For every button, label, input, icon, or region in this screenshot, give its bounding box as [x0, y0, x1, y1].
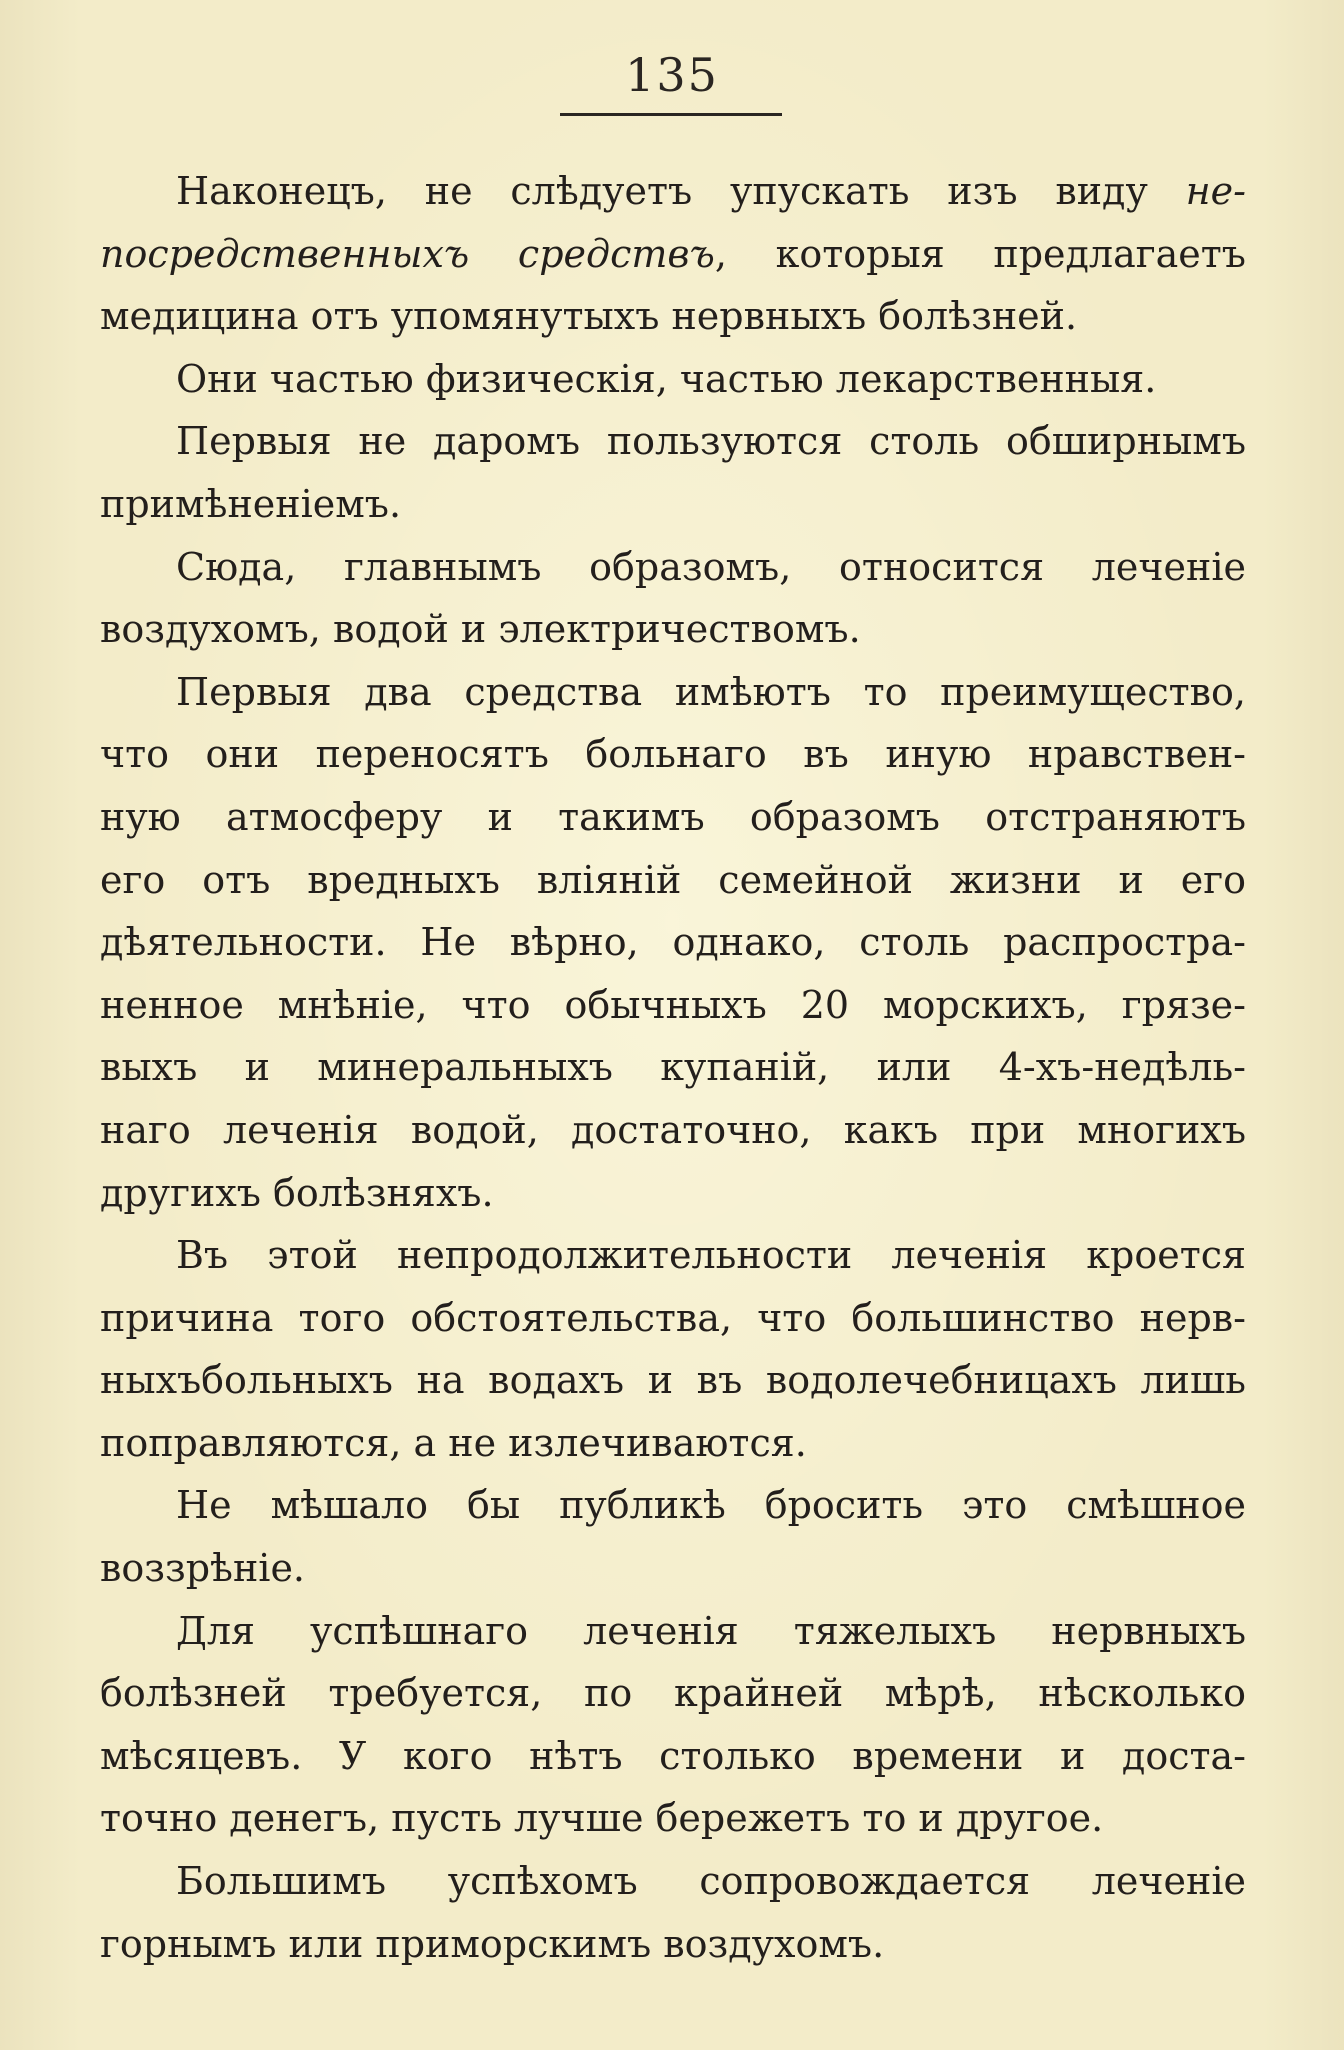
text-line: [100, 1099, 1246, 1162]
text-line: [100, 536, 1246, 599]
text-segment: что они переносятъ больнаго въ иную нравствен-: [100, 732, 1246, 777]
page-number: 135: [625, 48, 719, 102]
text-line: [100, 1662, 1246, 1725]
text-segment: Сюда, главнымъ образомъ, относится леченіе: [176, 544, 1246, 589]
text-segment: медицина отъ упомянутыхъ нервныхъ болѣзней.: [100, 294, 1078, 339]
text-segment: примѣненіемъ.: [100, 481, 402, 526]
text-line: [100, 1412, 1246, 1475]
text-line: [100, 1287, 1246, 1350]
text-segment: болѣзней требуется, по крайней мѣрѣ, нѣсколько: [100, 1671, 1246, 1716]
text-segment: другихъ болѣзняхъ.: [100, 1170, 494, 1215]
text-line: [100, 974, 1246, 1037]
text-segment: воззрѣніе.: [100, 1546, 306, 1591]
text-line: [100, 598, 1246, 661]
text-line: [100, 348, 1246, 411]
text-segment: его отъ вредныхъ вліяній семейной жизни и его: [100, 857, 1246, 902]
text-segment: поправляются, а не излечиваются.: [100, 1420, 807, 1465]
text-segment: ныхъбольныхъ на водахъ и въ водолечебницахъ лишь: [100, 1358, 1246, 1403]
text-line: [100, 160, 1246, 223]
paragraph: [100, 1224, 1246, 1474]
text-segment: ную атмосферу и такимъ образомъ отстраняютъ: [100, 794, 1246, 839]
text-segment: Большимъ успѣхомъ сопровождается леченіе: [176, 1859, 1246, 1904]
text-line: [100, 1913, 1246, 1976]
text-line: [100, 223, 1246, 286]
text-segment: горнымъ или приморскимъ воздухомъ.: [100, 1921, 885, 1966]
text-segment: точно денегъ, пусть лучше бережетъ то и другое.: [100, 1796, 1104, 1841]
italic-text: посредственныхъ средствъ: [100, 231, 715, 276]
text-line: [100, 723, 1246, 786]
paragraph: [100, 160, 1246, 348]
text-segment: Наконецъ, не слѣдуетъ упускать изъ виду: [176, 169, 1186, 213]
text-line: [100, 410, 1246, 473]
text-segment: мѣсяцевъ. У кого нѣтъ столько времени и доста-: [100, 1733, 1246, 1778]
paragraph: [100, 1474, 1246, 1599]
text-segment: наго леченія водой, достаточно, какъ при многихъ: [100, 1107, 1246, 1152]
text-line: [100, 1725, 1246, 1788]
text-segment: ненное мнѣніе, что обычныхъ 20 морскихъ, грязе-: [100, 982, 1246, 1027]
text-line: [100, 1474, 1246, 1537]
text-line: [100, 1349, 1246, 1412]
text-line: [100, 911, 1246, 974]
paragraph: [100, 410, 1246, 535]
paragraph: [100, 348, 1246, 411]
italic-text: не-: [1185, 169, 1246, 213]
body-text: [100, 160, 1246, 1975]
text-segment: Первыя два средства имѣютъ то преимущество,: [176, 669, 1246, 714]
text-line: [100, 849, 1246, 912]
text-segment: выхъ и минеральныхъ купаній, или 4-хъ-недѣль-: [100, 1045, 1246, 1090]
text-segment: воздухомъ, водой и электричествомъ.: [100, 607, 861, 652]
text-line: [100, 1224, 1246, 1287]
text-line: [100, 1600, 1246, 1663]
text-segment: дѣятельности. Не вѣрно, однако, столь распростра-: [100, 920, 1246, 965]
text-segment: Въ этой непродолжительности леченія кроется: [176, 1233, 1246, 1278]
text-line: [100, 473, 1246, 536]
text-segment: Они частью физическія, частью лекарственныя.: [176, 356, 1157, 401]
paragraph: [100, 1600, 1246, 1850]
text-segment: , которыя предлагаетъ: [714, 231, 1246, 276]
text-line: [100, 1162, 1246, 1225]
paragraph: [100, 536, 1246, 661]
text-segment: Не мѣшало бы публикѣ бросить это смѣшное: [176, 1483, 1246, 1528]
text-line: [100, 661, 1246, 724]
page-number-rule: [560, 113, 782, 116]
text-line: [100, 1036, 1246, 1099]
text-line: [100, 786, 1246, 849]
text-segment: Первыя не даромъ пользуются столь обширнымъ: [176, 419, 1246, 464]
text-line: [100, 1787, 1246, 1850]
paragraph: [100, 661, 1246, 1224]
text-line: [100, 1850, 1246, 1913]
text-line: [100, 285, 1246, 348]
text-segment: Для успѣшнаго леченія тяжелыхъ нервныхъ: [176, 1608, 1246, 1653]
paragraph: [100, 1850, 1246, 1975]
text-segment: причина того обстоятельства, что большинство нерв-: [100, 1295, 1246, 1340]
text-line: [100, 1537, 1246, 1600]
